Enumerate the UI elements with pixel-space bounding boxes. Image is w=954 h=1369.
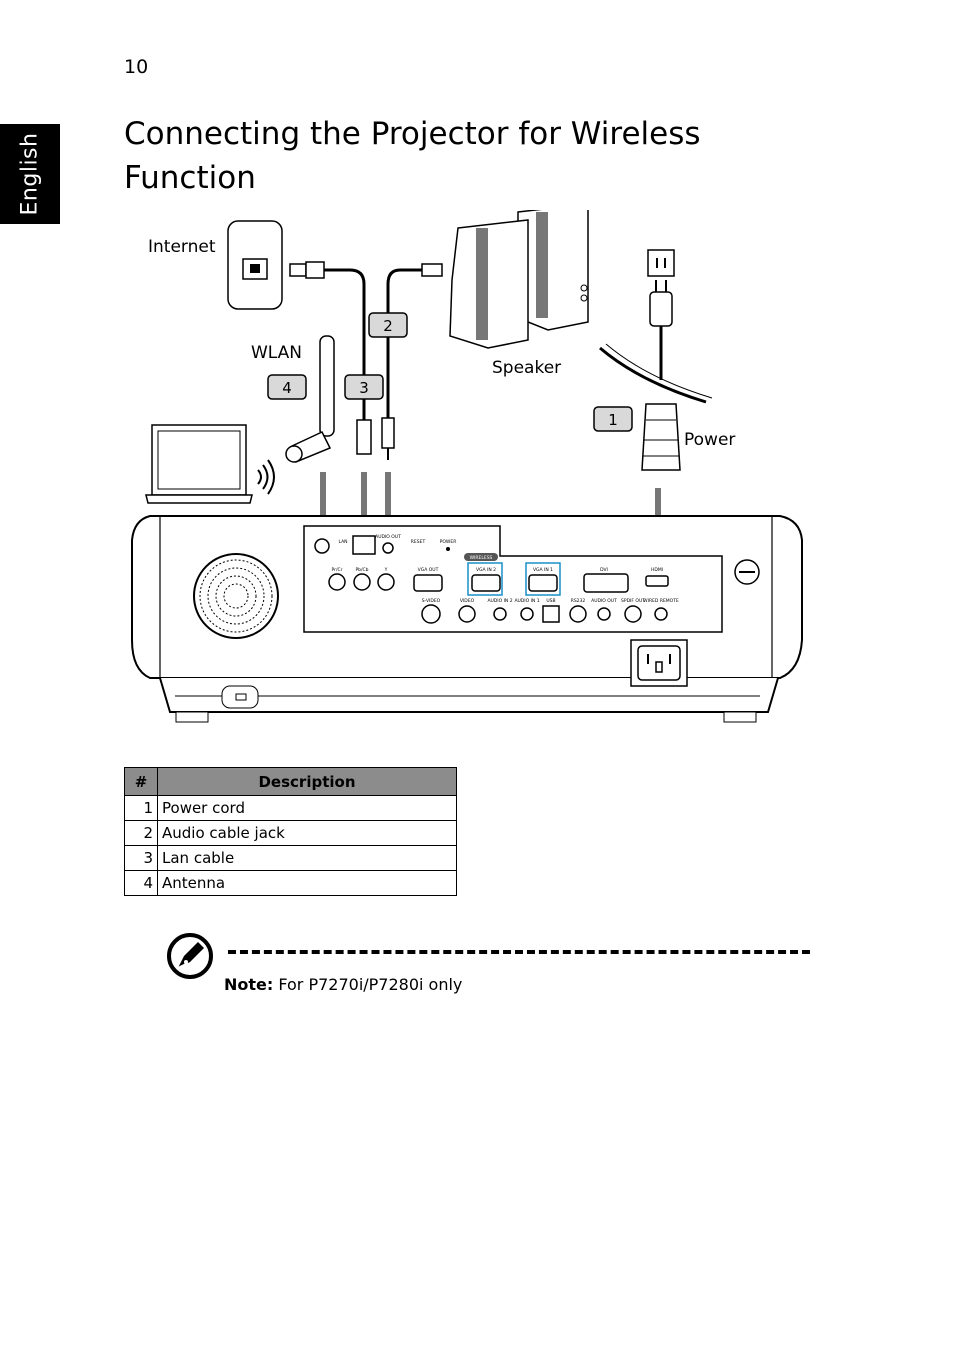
svg-text:VGA IN 1: VGA IN 1 [532,568,554,573]
svg-text:SPDIF OUT: SPDIF OUT [621,599,645,604]
svg-text:LAN: LAN [338,540,348,545]
audio-cable [382,264,442,460]
internet-wall-jack [228,221,282,309]
callout-3 [345,375,383,399]
language-tab [0,124,60,224]
table-cell-num: 1 [125,796,158,821]
power-label: Power [684,430,736,450]
table-cell-description: Power cord [158,796,457,821]
internet-label: Internet [148,237,216,257]
table-cell-num: 3 [125,846,158,871]
svg-text:1: 1 [608,411,618,429]
note-text [224,975,462,994]
description-table [124,767,457,896]
svg-text:VGA IN 2: VGA IN 2 [475,568,497,573]
svg-text:POWER: POWER [439,540,457,545]
projector-rear-illustration [132,516,802,722]
note-divider [228,950,810,954]
page-number: 10 [124,56,149,78]
table-cell-num: 2 [125,821,158,846]
svg-text:WIRELESS: WIRELESS [469,556,493,561]
svg-text:HDMI: HDMI [650,568,664,573]
svg-text:Pb/Cb: Pb/Cb [355,568,369,573]
speaker-label: Speaker [492,358,562,378]
svg-text:2: 2 [383,317,393,335]
callout-4 [268,375,306,399]
table-row [125,796,457,821]
svg-text:RS232: RS232 [570,599,586,604]
note-pen-icon [166,932,214,980]
table-row [125,871,457,896]
table-cell-num: 4 [125,871,158,896]
table-cell-description: Lan cable [158,846,457,871]
svg-text:S-VIDEO: S-VIDEO [421,599,441,604]
table-cell-description: Antenna [158,871,457,896]
page-title: Connecting the Projector for Wireless Function [124,116,701,196]
connection-diagram [0,210,954,750]
svg-text:3: 3 [359,379,369,397]
svg-text:Pr/Cr: Pr/Cr [331,568,343,573]
svg-text:DVI: DVI [600,568,608,573]
table-row [125,821,457,846]
laptop-illustration [146,425,252,503]
svg-text:AUDIO OUT: AUDIO OUT [591,599,617,604]
svg-text:AUDIO IN 2: AUDIO IN 2 [487,599,513,604]
power-outlet-icon [648,250,674,276]
callout-2 [369,313,407,337]
note-label: Note: [224,975,274,994]
svg-text:VGA OUT: VGA OUT [417,568,439,573]
wlan-label: WLAN [251,343,303,363]
wireless-signal-icon [258,460,274,494]
callout-1 [594,407,632,431]
svg-text:USB: USB [546,599,556,604]
svg-text:RESET: RESET [410,540,426,545]
table-row [125,846,457,871]
table-header-row [125,768,457,796]
svg-text:VIDEO: VIDEO [459,599,475,604]
language-tab-label: English [17,132,43,216]
svg-text:WIRED REMOTE: WIRED REMOTE [643,599,679,604]
svg-text:Y: Y [384,568,388,573]
svg-text:AUDIO IN 1: AUDIO IN 1 [514,599,540,604]
table-header-num: # [125,768,158,796]
svg-text:4: 4 [282,379,292,397]
svg-text:AUDIO OUT: AUDIO OUT [375,535,401,540]
table-cell-description: Audio cable jack [158,821,457,846]
speakers-illustration [450,210,588,348]
note-body: For P7270i/P7280i only [273,975,463,994]
table-header-description: Description [158,768,457,796]
